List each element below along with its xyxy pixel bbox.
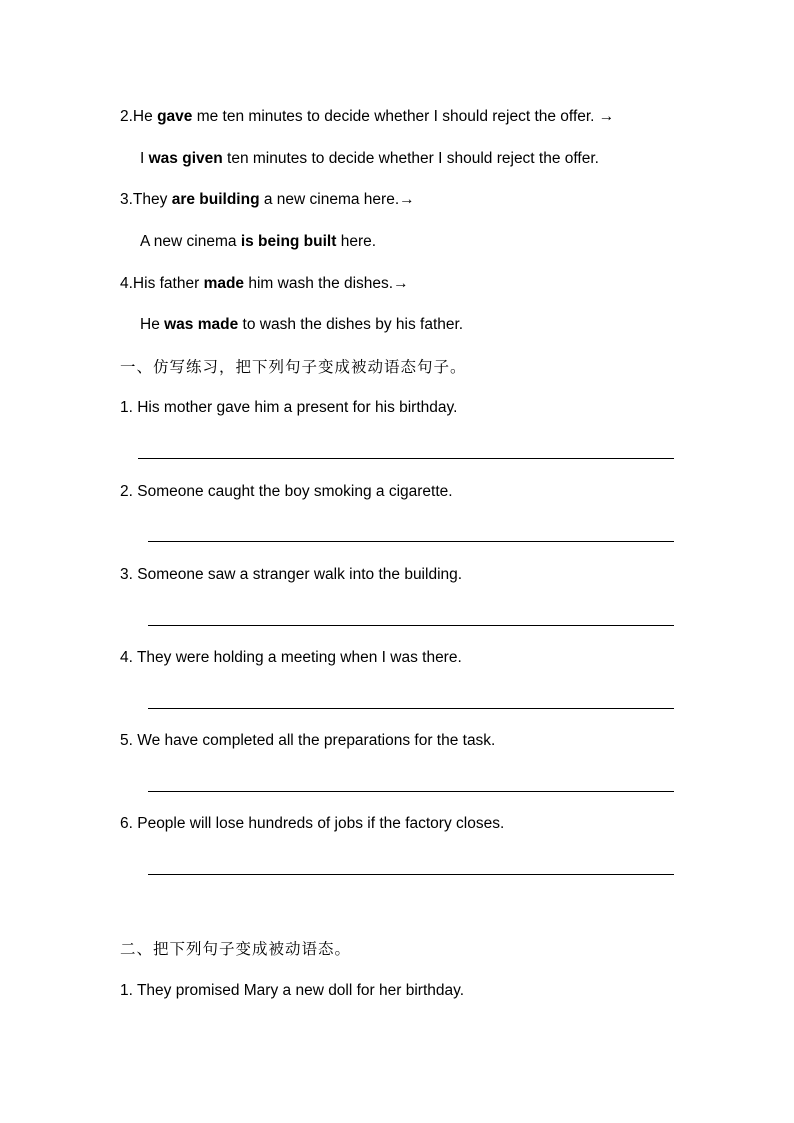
example-4-passive: He was made to wash the dishes by his father. [140, 316, 464, 333]
exercise-1-6: 6. People will lose hundreds of jobs if the factory closes. [120, 815, 505, 832]
example-2-passive: I was given ten minutes to decide whether I should reject the offer. [140, 150, 599, 167]
section-1-heading: 一、仿写练习，把下列句子变成被动语态句子。 [120, 358, 467, 376]
answer-line-1-3[interactable] [148, 625, 674, 626]
section-2-heading: 二、把下列句子变成被动语态。 [120, 940, 352, 958]
exercise-1-1: 1. His mother gave him a present for his birthday. [120, 399, 458, 416]
exercise-2-1: 1. They promised Mary a new doll for her birthday. [120, 982, 465, 999]
answer-line-1-6[interactable] [148, 874, 674, 875]
answer-line-1-5[interactable] [148, 791, 674, 792]
exercise-1-5: 5. We have completed all the preparations for the task. [120, 732, 496, 749]
example-4-active: 4.His father made him wash the dishes.→ [120, 275, 409, 292]
answer-line-1-4[interactable] [148, 708, 674, 709]
exercise-1-3: 3. Someone saw a stranger walk into the building. [120, 566, 463, 583]
answer-line-1-2[interactable] [148, 541, 674, 542]
answer-line-1-1[interactable] [138, 458, 674, 459]
example-3-active: 3.They are building a new cinema here.→ [120, 191, 415, 208]
example-3-passive: A new cinema is being built here. [140, 233, 377, 250]
example-2-active: 2.He gave me ten minutes to decide whether I should reject the offer. → [120, 108, 615, 125]
exercise-1-2: 2. Someone caught the boy smoking a cigarette. [120, 483, 453, 500]
exercise-1-4: 4. They were holding a meeting when I was there. [120, 649, 462, 666]
